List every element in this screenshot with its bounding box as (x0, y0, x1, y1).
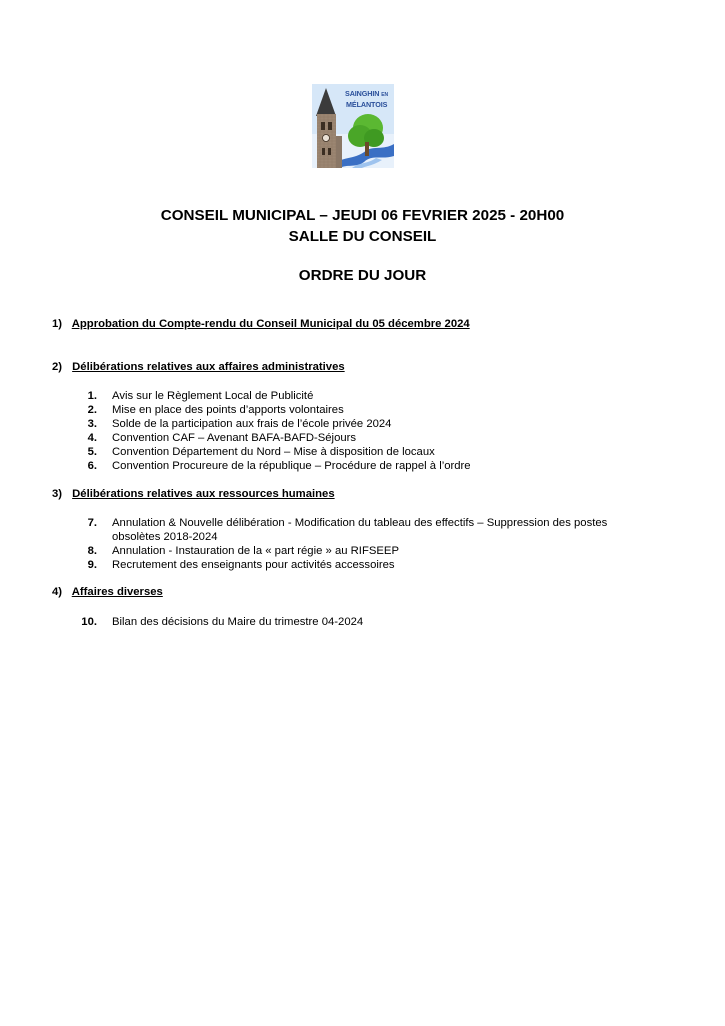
agenda-item-number: 10. (81, 616, 97, 628)
section-3-heading (52, 488, 335, 500)
agenda-item-text: Avis sur le Règlement Local de Publicité (112, 390, 314, 402)
agenda-heading: ORDRE DU JOUR (298, 267, 427, 284)
section-number: 4) (52, 586, 63, 598)
agenda-item-number: 7. (87, 517, 97, 529)
section-title: Affaires diverses (71, 586, 163, 598)
agenda-item-text: Annulation & Nouvelle délibération - Modification du tableau des effectifs – Suppression des postes obsolètes 2018-2024 (112, 517, 608, 543)
logo-word-sainghin: SAINGHIN (345, 89, 380, 98)
logo-word-en: EN (381, 92, 388, 98)
section-number: 2) (52, 361, 63, 373)
section-number: 3) (52, 488, 63, 500)
agenda-item-number: 6. (87, 460, 97, 472)
agenda-item-number: 1. (87, 390, 97, 402)
municipal-logo (312, 84, 394, 168)
section-title: Délibérations relatives aux ressources humaines (72, 488, 335, 500)
agenda-item-text: Mise en place des points d’apports volontaires (112, 404, 344, 416)
meeting-title: CONSEIL MUNICIPAL – JEUDI 06 FEVRIER 2025 - 20H00 (160, 207, 565, 224)
agenda-item-text: Convention Département du Nord – Mise à disposition de locaux (112, 446, 435, 458)
agenda-item-text: Solde de la participation aux frais de l’école privée 2024 (112, 418, 392, 430)
section-1-heading (52, 318, 470, 330)
section-2-heading (52, 361, 345, 373)
section-number: 1) (52, 318, 63, 330)
section-title: Approbation du Compte-rendu du Conseil Municipal du 05 décembre 2024 (71, 318, 470, 330)
agenda-item-number: 2. (87, 404, 97, 416)
logo-wordmark (345, 89, 393, 109)
agenda-item-text: Bilan des décisions du Maire du trimestre 04-2024 (112, 616, 364, 628)
agenda-item-text: Convention Procureure de la république – Procédure de rappel à l’ordre (112, 460, 471, 472)
meeting-location: SALLE DU CONSEIL (288, 228, 437, 245)
agenda-item-number: 5. (87, 446, 97, 458)
agenda-item-number: 8. (87, 545, 97, 557)
agenda-item-number: 4. (87, 432, 97, 444)
agenda-item-text: Convention CAF – Avenant BAFA-BAFD-Séjours (112, 432, 357, 444)
agenda-item-number: 3. (87, 418, 97, 430)
logo-word-melantois: MÉLANTOIS (346, 100, 388, 109)
section-4-heading (52, 586, 163, 598)
section-title: Délibérations relatives aux affaires administratives (72, 361, 345, 373)
agenda-item-number: 9. (87, 559, 97, 571)
agenda-item-text: Annulation - Instauration de la « part régie » au RIFSEEP (112, 545, 399, 557)
agenda-item-text: Recrutement des enseignants pour activités accessoires (112, 559, 395, 571)
